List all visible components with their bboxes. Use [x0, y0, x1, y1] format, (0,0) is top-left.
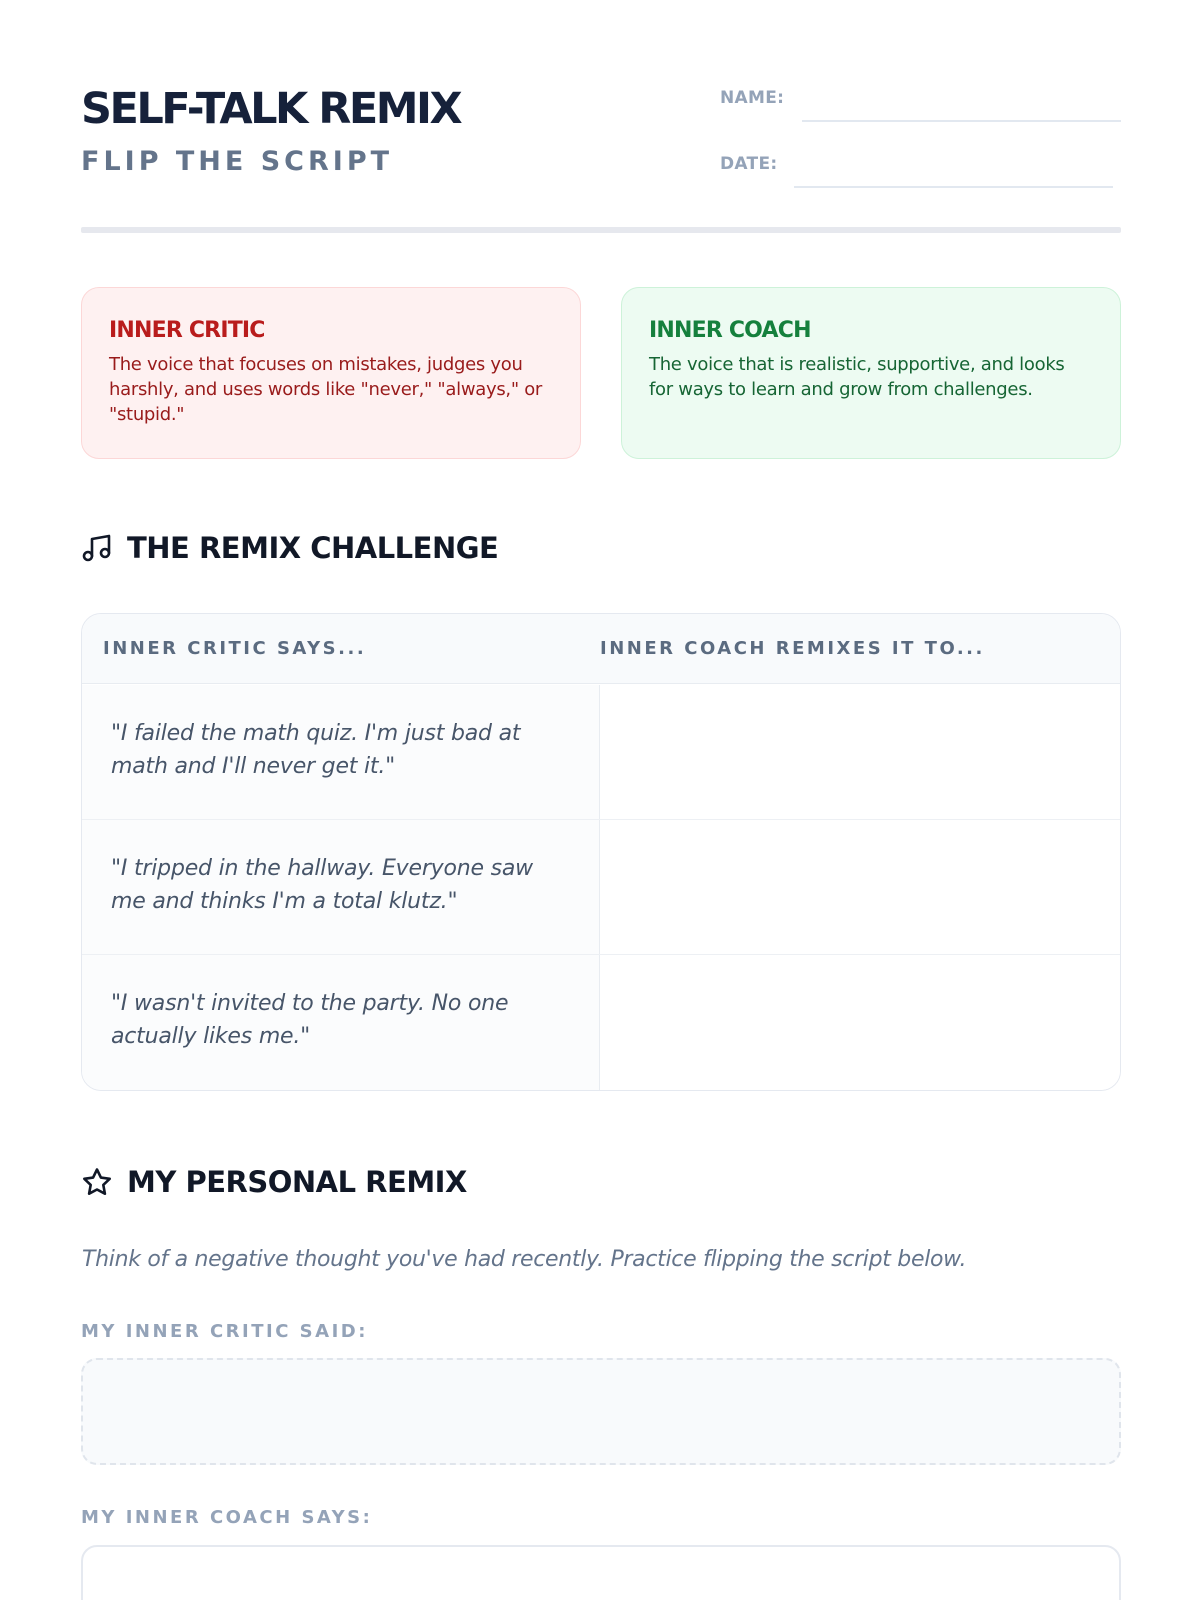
date-label: DATE:	[720, 154, 778, 174]
critic-statement: "I failed the math quiz. I'm just bad at math and I'll never get it."	[111, 721, 521, 779]
worksheet-header	[81, 82, 1121, 232]
inner-critic-description: The voice that focuses on mistakes, judges you harshly, and uses words like "never," "always," or "stupid."	[109, 354, 543, 425]
section-title: MY PERSONAL REMIX	[127, 1165, 467, 1199]
date-field[interactable]	[720, 148, 1121, 188]
critic-statement-cell	[82, 685, 600, 819]
table-row	[82, 955, 1120, 1090]
inner-critic-title: INNER CRITIC	[109, 318, 265, 343]
my-inner-coach-label: MY INNER COACH SAYS:	[81, 1507, 373, 1528]
header-divider	[81, 227, 1121, 233]
critic-statement: "I tripped in the hallway. Everyone saw me and thinks I'm a total klutz."	[111, 856, 533, 914]
my-inner-critic-box[interactable]	[81, 1358, 1121, 1465]
coach-response-cell[interactable]	[601, 955, 1120, 1090]
personal-remix-heading	[81, 1162, 467, 1202]
personal-remix-instructions: Think of a negative thought you've had recently. Practice flipping the script below.	[82, 1247, 967, 1272]
critic-statement-cell	[82, 955, 600, 1090]
inner-coach-title: INNER COACH	[649, 318, 811, 343]
section-title: THE REMIX CHALLENGE	[127, 531, 499, 565]
name-label: NAME:	[720, 88, 785, 108]
music-note-icon	[81, 532, 113, 564]
coach-response-cell[interactable]	[601, 685, 1120, 819]
remix-challenge-table	[81, 613, 1121, 1091]
remix-challenge-heading	[81, 528, 498, 568]
date-input-line[interactable]	[794, 186, 1113, 188]
table-row	[82, 685, 1120, 820]
page-title: SELF-TALK REMIX	[81, 84, 461, 134]
coach-response-cell[interactable]	[601, 820, 1120, 954]
my-inner-critic-label: MY INNER CRITIC SAID:	[81, 1321, 368, 1342]
column-header-coach: INNER COACH REMIXES IT TO...	[600, 638, 985, 659]
my-inner-coach-box[interactable]	[81, 1545, 1121, 1600]
table-header	[82, 614, 1120, 684]
critic-statement: "I wasn't invited to the party. No one actually likes me."	[111, 991, 509, 1049]
star-icon	[81, 1166, 113, 1198]
inner-coach-card	[621, 287, 1121, 459]
definition-cards	[81, 287, 1121, 459]
table-row	[82, 820, 1120, 955]
column-header-critic: INNER CRITIC SAYS...	[103, 638, 367, 659]
inner-critic-card	[81, 287, 581, 459]
page-subtitle: FLIP THE SCRIPT	[81, 146, 394, 177]
inner-coach-description: The voice that is realistic, supportive, and looks for ways to learn and grow from challenges.	[649, 354, 1065, 400]
name-field[interactable]	[720, 82, 1121, 122]
critic-statement-cell	[82, 820, 600, 954]
name-input-line[interactable]	[802, 120, 1121, 122]
